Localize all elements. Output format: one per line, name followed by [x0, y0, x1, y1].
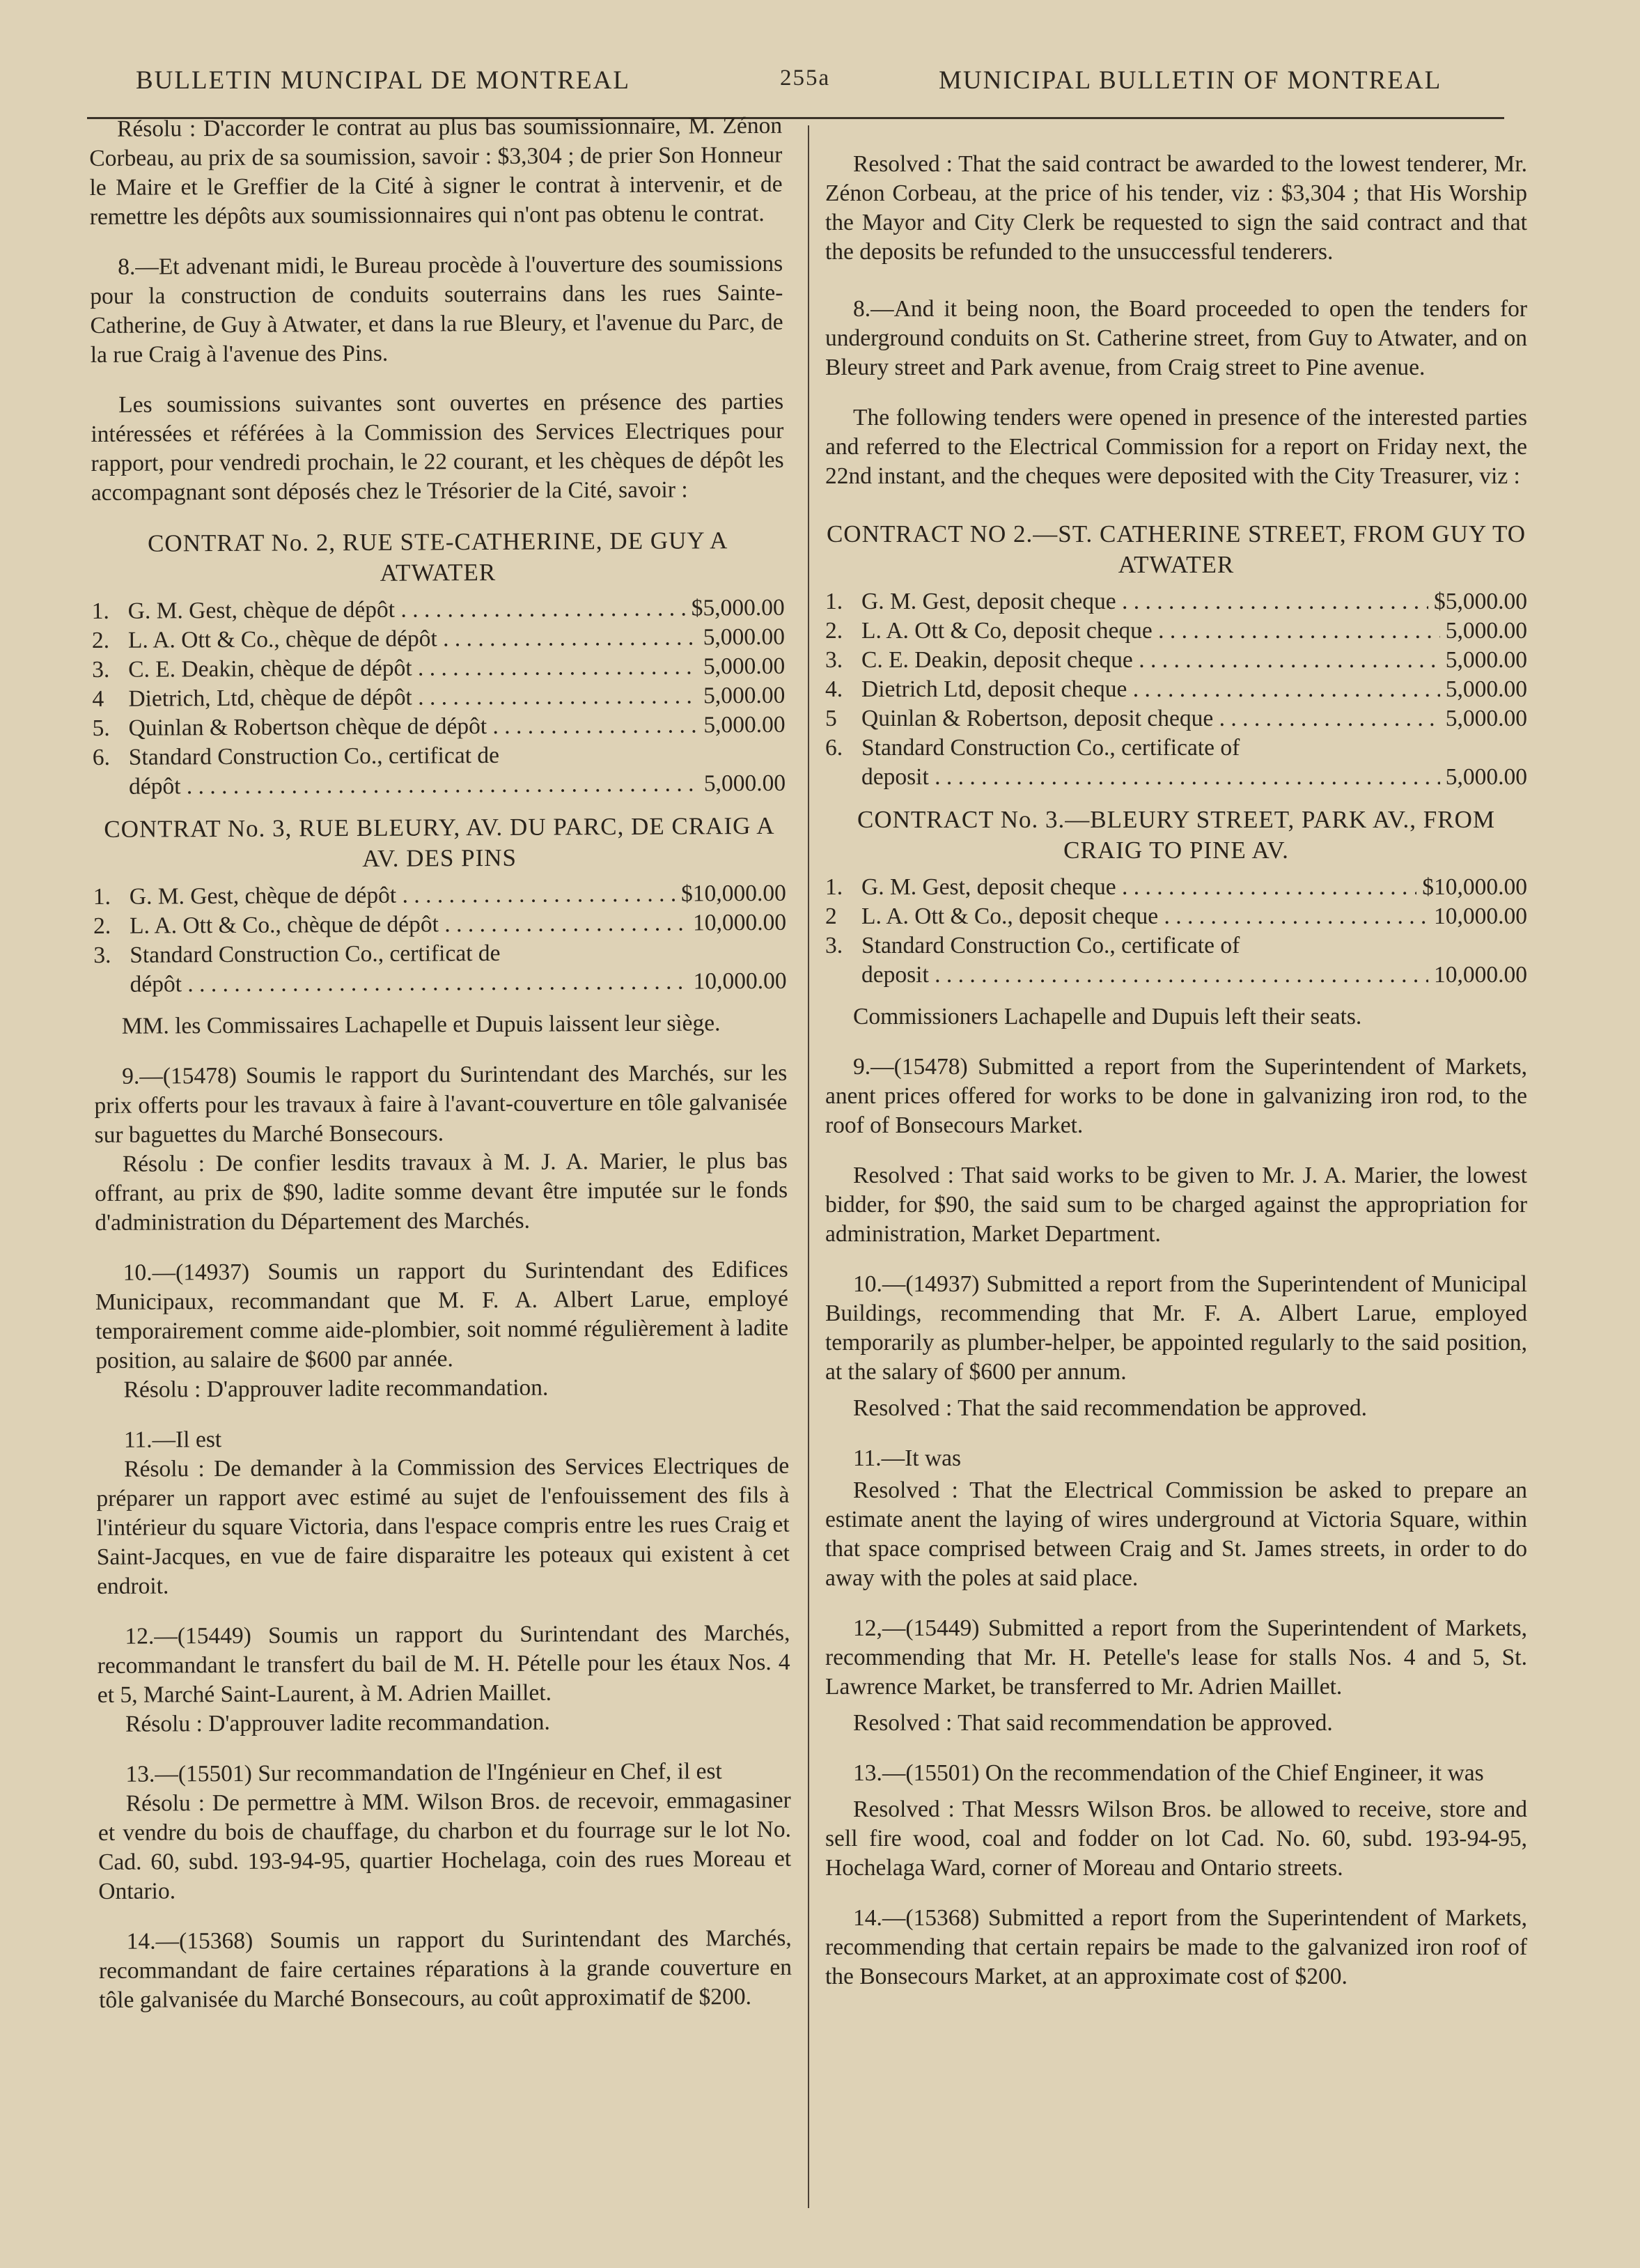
- fr-item-8-tenders: Les soumissions suivantes sont ouvertes en présence des parties intéressées et référées à la Commission des Services Electriques pour rapport, pour vendredi prochain, le 22 courant, et les chèques de dépôt les accompagnant sont déposés chez le Trésorier de la Cité, savoir :: [91, 388, 784, 506]
- list-item: 1. G. M. Gest, deposit cheque . . . $5,000.00: [825, 587, 1527, 616]
- fr-item-13: 13.—(15501) Sur recommandation de l'Ingénieur en Chef, il est: [125, 1758, 722, 1787]
- en-contract-3-heading: CONTRACT No. 3.—BLEURY STREET, PARK AV., FROM CRAIG TO PINE AV.: [857, 806, 1495, 864]
- list-item: 5. Quinlan & Robertson chèque de dépôt . . . 5,000.00: [93, 710, 786, 743]
- en-item-13-resolution: Resolved : That Messrs Wilson Bros. be allowed to receive, store and sell fire wood, coal and fodder on lot Cad. No. 60, subd. 193-94-95, Hochelaga Ward, corner of Moreau and Ontario streets.: [825, 1796, 1527, 1881]
- column-divider: [808, 125, 809, 2208]
- page-number: 255a: [780, 65, 831, 91]
- header-french-title: BULLETIN MUNCIPAL DE MONTREAL: [136, 66, 630, 95]
- en-contract-2-heading: CONTRACT NO 2.—ST. CATHERINE STREET, FROM GUY TO ATWATER: [826, 520, 1526, 578]
- list-item-continued: dépôt . . . 5,000.00: [93, 769, 786, 802]
- list-item: 2. L. A. Ott & Co., chèque de dépôt . . . 10,000.00: [93, 908, 786, 941]
- list-item-continued: dépôt . . . 10,000.00: [93, 967, 786, 1000]
- en-item-10: 10.—(14937) Submitted a report from the Superintendent of Municipal Buildings, recommending that Mr. F. A. Albert Larue, employed temporarily as plumber-helper, be appointed regularly to the said position, at the salary of $600 per annum.: [825, 1271, 1527, 1385]
- en-item-9-resolution: Resolved : That said works to be given to Mr. J. A. Marier, the lowest bidder, for $90, the said sum to be charged against the appropriation for administration, Market Department.: [825, 1163, 1527, 1247]
- list-item: 3. C. E. Deakin, deposit cheque . . . 5,000.00: [825, 646, 1527, 675]
- en-item-13: 13.—(15501) On the recommendation of the Chief Engineer, it was: [853, 1760, 1484, 1786]
- fr-item-14: 14.—(15368) Soumis un rapport du Surintendant des Marchés, recommandant de faire certaines réparations à la grande couverture en tôle galvanisée du Marché Bonsecours, au coût approximatif de $200.: [98, 1925, 792, 2013]
- list-item: 1. G. M. Gest, chèque de dépôt . . . $10,000.00: [93, 879, 786, 912]
- list-item: 3. Standard Construction Co., certificate of: [825, 933, 1240, 958]
- list-item: 2 L. A. Ott & Co., deposit cheque . . . 10,000.00: [825, 902, 1527, 931]
- list-item: 1. G. M. Gest, chèque de dépôt . . . $5,000.00: [92, 593, 785, 626]
- en-item-12: 12,—(15449) Submitted a report from the Superintendent of Markets, recommending that Mr. H. Petelle's lease for stalls Nos. 4 and 5, St. Lawrence Market, be transferred to Mr. Adrien Maillet.: [825, 1615, 1527, 1700]
- fr-item-9-resolution: Résolu : De confier lesdits travaux à M. J. A. Marier, le plus bas offrant, au prix de $90, ladite somme devant être imputée sur le fonds d'administration du Département des Marchés.: [95, 1147, 788, 1236]
- en-item-11: 11.—It was: [853, 1445, 962, 1471]
- fr-item-10-resolution: Résolu : D'approuver ladite recommandation.: [123, 1374, 549, 1403]
- english-column: [825, 115, 1527, 2012]
- list-item: 4. Dietrich Ltd, deposit cheque . . . 5,000.00: [825, 675, 1527, 704]
- list-item-continued: deposit . . . 10,000.00: [825, 961, 1527, 990]
- en-item-9: 9.—(15478) Submitted a report from the Superintendent of Markets, anent prices offered for works to be done in galvanizing iron rod, to the roof of Bonsecours Market.: [825, 1054, 1527, 1138]
- fr-resolution-contract: Résolu : D'accorder le contrat au plus bas soumissionnaire, M. Zénon Corbeau, au prix de sa soumission, savoir : $3,304 ; de prier Son Honneur le Maire et le Greffier de la Cité à signer le contrat à intervenir, et de remettre les dépôts aux soumissionnaires qui n'ont pas obtenu le contrat.: [89, 112, 783, 230]
- en-item-12-resolution: Resolved : That said recommendation be approved.: [853, 1710, 1333, 1736]
- list-item: 3. C. E. Deakin, chèque de dépôt . . . 5,000.00: [92, 652, 785, 685]
- en-item-8-tenders: The following tenders were opened in presence of the interested parties and referred to the Electrical Commission for a report on Friday next, the 22nd instant, and the cheques were deposited with the City Treasurer, viz :: [825, 405, 1527, 489]
- fr-contract-3-heading: CONTRAT No. 3, RUE BLEURY, AV. DU PARC, DE CRAIG A AV. DES PINS: [104, 811, 775, 872]
- fr-contract-2-heading: CONTRAT No. 2, RUE STE-CATHERINE, DE GUY A ATWATER: [147, 527, 728, 587]
- en-item-11-resolution: Resolved : That the Electrical Commission be asked to prepare an estimate anent the laying of wires underground at Victoria Square, within that space comprised between Craig and St. James streets, in order to do away with the poles at said place.: [825, 1477, 1527, 1591]
- list-item: 2. L. A. Ott & Co, deposit cheque . . . 5,000.00: [825, 616, 1527, 646]
- list-item: 3. Standard Construction Co., certificat de: [93, 940, 501, 968]
- fr-item-11: 11.—Il est: [123, 1427, 222, 1453]
- en-item-14: 14.—(15368) Submitted a report from the Superintendent of Markets, recommending that certain repairs be made to the galvanized iron roof of the Bonsecours Market, at an approximate cost of $200.: [825, 1905, 1527, 1989]
- fr-item-10: 10.—(14937) Soumis un rapport du Surintendant des Edifices Municipaux, recommandant que M. F. A. Albert Larue, employé temporairement comme aide-plombier, soit nommé régulièrement à ladite position, au salaire de $600 par année.: [95, 1256, 789, 1374]
- list-item: 1. G. M. Gest, deposit cheque . . . $10,000.00: [825, 873, 1527, 902]
- en-item-8: 8.—And it being noon, the Board proceeded to open the tenders for underground conduits on St. Catherine street, from Guy to Atwater, and on Bleury street and Park avenue, from Craig street to Pine avenue.: [825, 296, 1527, 380]
- list-item: 6. Standard Construction Co., certificat de: [92, 742, 500, 770]
- fr-item-12-resolution: Résolu : D'approuver ladite recommandation.: [125, 1709, 550, 1737]
- list-item: 4 Dietrich, Ltd, chèque de dépôt . . . 5,000.00: [92, 681, 785, 714]
- fr-item-8: 8.—Et advenant midi, le Bureau procède à l'ouverture des soumissions pour la construction de conduits souterrains dans les rues Sainte-Catherine, de Guy à Atwater, et dans la rue Bleury, et l'avenue du Parc, de la rue Craig à l'avenue des Pins.: [90, 250, 783, 368]
- french-column: [89, 111, 792, 2036]
- fr-contract-3-list: [93, 879, 787, 1000]
- en-contract-3-list: [825, 873, 1527, 990]
- fr-item-11-resolution: Résolu : De demander à la Commission des Services Electriques de préparer un rapport avec estimé au sujet de l'enfouissement des fils à l'intérieur du square Victoria, dans l'espace compris entre les rues Craig et Saint-Jacques, en vue de faire disparaitre les poteaux qui existent à cet endroit.: [96, 1452, 790, 1599]
- en-resolution-contract: Resolved : That the said contract be awarded to the lowest tenderer, Mr. Zénon Corbeau, at the price of his tender, viz : $3,304 ; that His Worship the Mayor and City Clerk be requested to sign the said contract and that the deposits be refunded to the unsuccessful tenderers.: [825, 151, 1527, 265]
- fr-commissioners-leave: MM. les Commissaires Lachapelle et Dupuis laissent leur siège.: [121, 1010, 721, 1039]
- fr-contract-2-list: [92, 593, 786, 802]
- en-item-10-resolution: Resolved : That the said recommendation be approved.: [853, 1395, 1368, 1421]
- en-contract-2-list: [825, 587, 1527, 792]
- list-item: 2. L. A. Ott & Co., chèque de dépôt . . . 5,000.00: [92, 623, 785, 655]
- fr-item-13-resolution: Résolu : De permettre à MM. Wilson Bros. de recevoir, emmagasiner et vendre du bois de chauffage, du charbon et du fourrage sur le lot No. Cad. 60, subd. 193-94-95, quartier Hochelaga, coin des rues Moreau et Ontario.: [97, 1787, 792, 1904]
- header-english-title: MUNICIPAL BULLETIN OF MONTREAL: [939, 66, 1442, 95]
- fr-item-9: 9.—(15478) Soumis le rapport du Surintendant des Marchés, sur les prix offerts pour les travaux à faire à l'avant-couverture en tôle galvanisée sur baguettes du Marché Bonsecours.: [94, 1059, 788, 1148]
- list-item-continued: deposit . . . 5,000.00: [825, 763, 1527, 792]
- list-item: 6. Standard Construction Co., certificate of: [825, 735, 1240, 761]
- en-commissioners-leave: Commissioners Lachapelle and Dupuis left their seats.: [853, 1004, 1362, 1030]
- fr-item-12: 12.—(15449) Soumis un rapport du Surintendant des Marchés, recommandant le transfert du bail de M. H. Pételle pour les étaux Nos. 4 et 5, Marché Saint-Laurent, à M. Adrien Maillet.: [97, 1620, 790, 1708]
- list-item: 5 Quinlan & Robertson, deposit cheque . . . 5,000.00: [825, 704, 1527, 733]
